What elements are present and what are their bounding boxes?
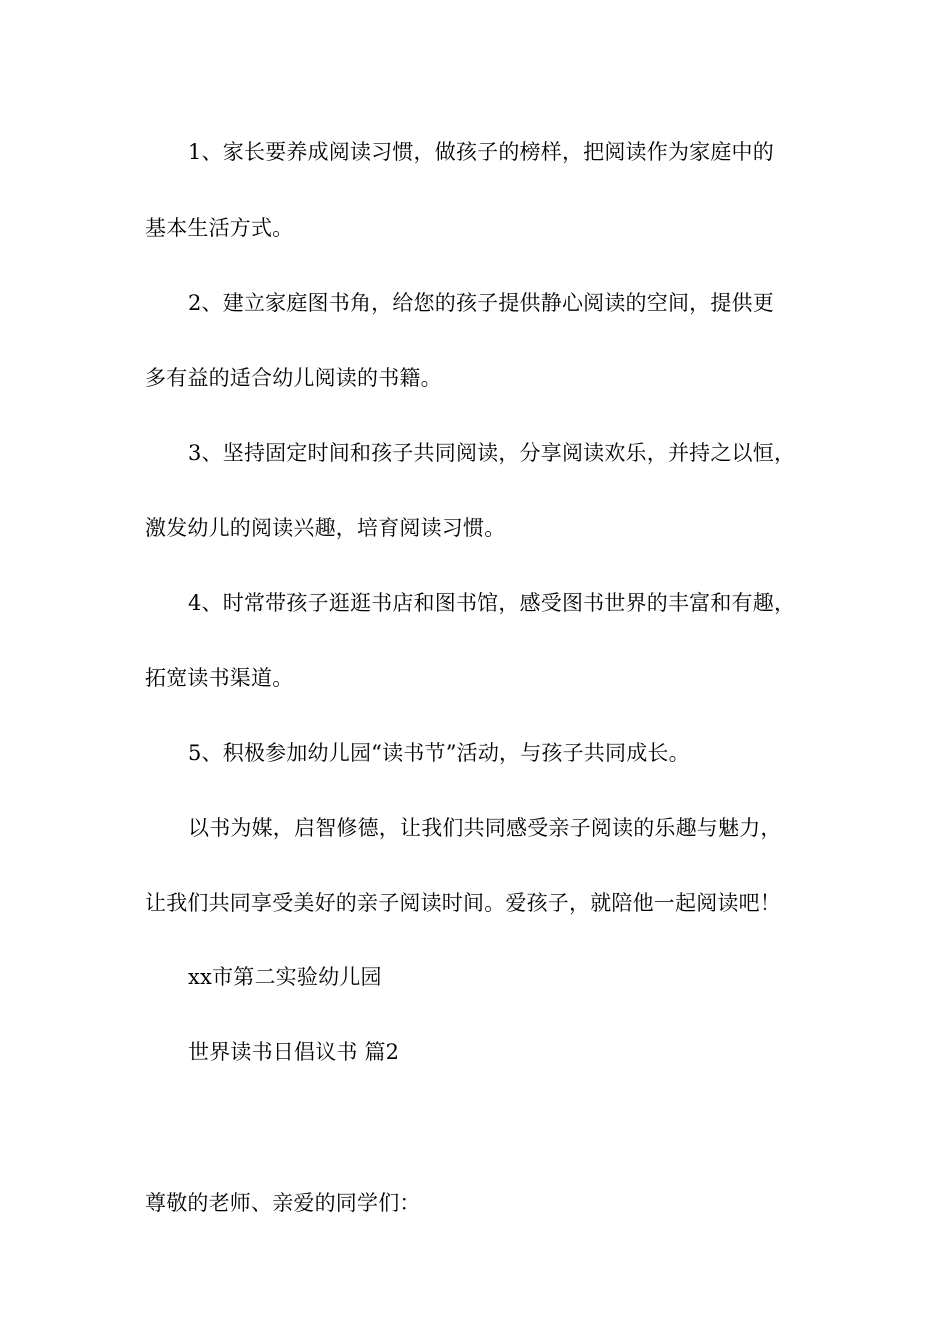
paragraph-2-line-1: 2、建立家庭图书角，给您的孩子提供静心阅读的空间，提供更 [188,291,774,315]
section-title: 世界读书日倡议书 篇2 [188,1040,400,1064]
closing-paragraph-line-2: 让我们共同享受美好的亲子阅读时间。爱孩子，就陪他一起阅读吧！ [145,891,781,915]
paragraph-2-line-2: 多有益的适合幼儿阅读的书籍。 [145,366,442,390]
paragraph-3-line-2: 激发幼儿的阅读兴趣，培育阅读习惯。 [145,516,506,540]
signature-organization: xx市第二实验幼儿园 [188,965,382,989]
paragraph-4-line-2: 拓宽读书渠道。 [145,666,294,690]
salutation: 尊敬的老师、亲爱的同学们： [145,1191,421,1215]
paragraph-1-line-1: 1、家长要养成阅读习惯，做孩子的榜样，把阅读作为家庭中的 [188,140,774,164]
paragraph-4-line-1: 4、时常带孩子逛逛书店和图书馆，感受图书世界的丰富和有趣， [188,591,796,615]
closing-paragraph-line-1: 以书为媒，启智修德，让我们共同感受亲子阅读的乐趣与魅力， [188,816,782,840]
paragraph-5-line-1: 5、积极参加幼儿园“读书节”活动，与孩子共同成长。 [188,741,690,765]
paragraph-1-line-2: 基本生活方式。 [145,216,294,240]
paragraph-3-line-1: 3、坚持固定时间和孩子共同阅读，分享阅读欢乐，并持之以恒， [188,441,796,465]
